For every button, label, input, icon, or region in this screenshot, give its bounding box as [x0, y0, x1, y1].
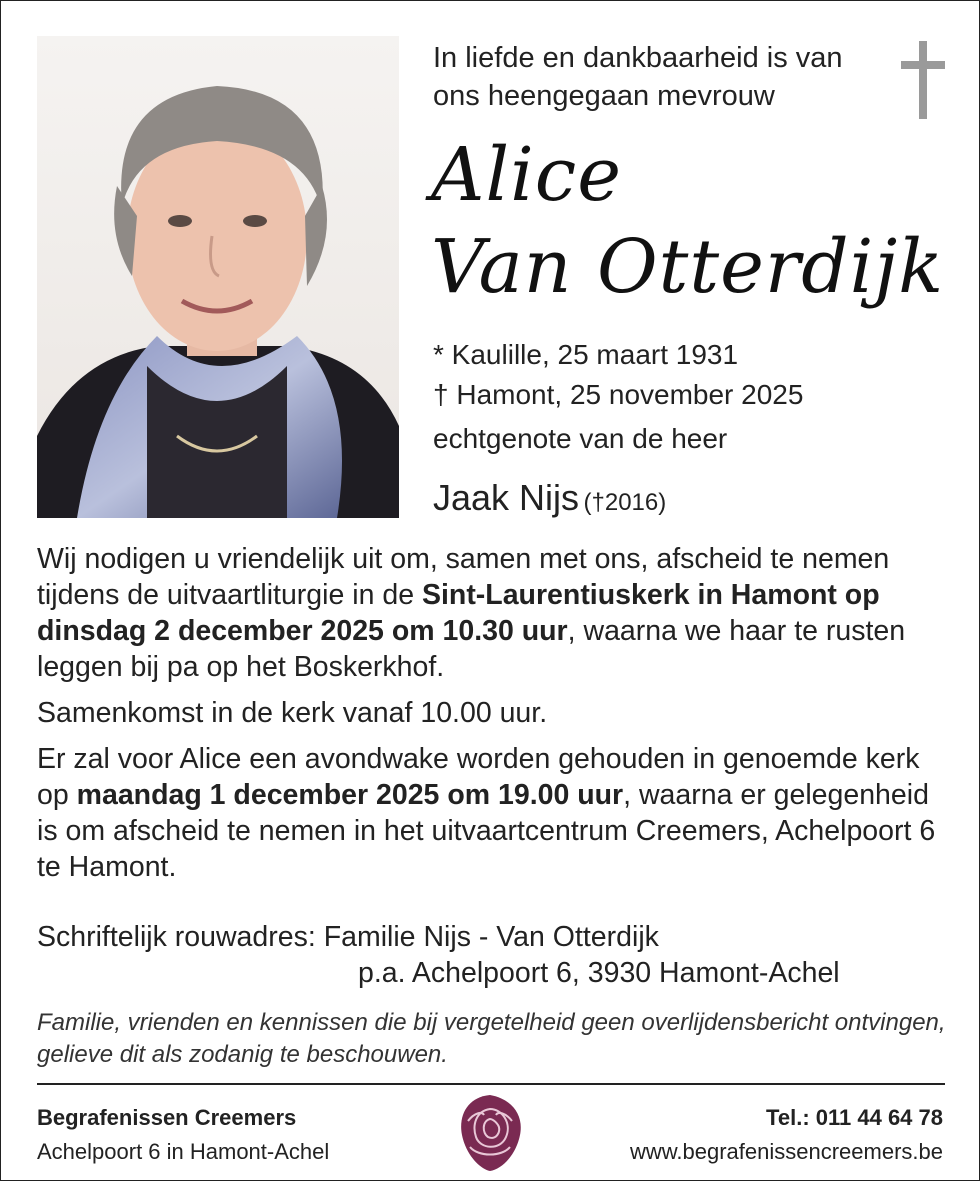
spouse-year: (†2016) — [583, 489, 667, 516]
first-name: Alice — [431, 132, 623, 218]
spouse — [433, 477, 666, 519]
intro-line-1: In liefde en dankbaarheid is van — [433, 42, 843, 74]
ceremony-details: Sint-Laurentiuskerk in Hamont op dinsdag 2 december 2025 om 10.30 uur — [37, 579, 880, 647]
deceased-name — [431, 129, 951, 313]
paragraph-vigil — [37, 741, 957, 885]
address-label: Schriftelijk rouwadres: — [37, 921, 316, 953]
condolence-address — [37, 919, 957, 991]
cross-icon — [901, 41, 945, 119]
portrait-photo — [37, 36, 399, 518]
ceremony-text-a: Wij nodigen u vriendelijk uit om, samen met ons, afscheid te nemen tijdens de uitvaartliturgie in de — [37, 543, 890, 611]
footer-left — [37, 1101, 329, 1169]
address-line-1: Familie Nijs - Van Otterdijk — [323, 921, 659, 953]
intro-line-2: ons heengegaan mevrouw — [433, 80, 775, 112]
phone-number: Tel.: 011 44 64 78 — [766, 1105, 943, 1130]
vigil-details: maandag 1 december 2025 om 19.00 uur — [76, 779, 624, 811]
intro-text — [433, 39, 903, 115]
address-line-2: p.a. Achelpoort 6, 3930 Hamont-Achel — [358, 957, 840, 989]
ceremony-text-b: , waarna we haar te rusten leggen bij pa op het Boskerkhof. — [37, 615, 906, 683]
notice-note: Familie, vrienden en kennissen die bij vergetelheid geen overlijdensbericht ontvingen, gelieve dit als zodanig te beschouwen. — [37, 1009, 946, 1068]
company-address: Achelpoort 6 in Hamont-Achel — [37, 1139, 330, 1164]
spouse-name: Jaak Nijs — [433, 477, 580, 518]
vigil-text-a: Er zal voor Alice een avondwake worden gehouden in genoemde kerk op — [37, 743, 920, 811]
vigil-text-b: , waarna er gelegenheid is om afscheid te nemen in het uitvaartcentrum Creemers, Achelpoort 6 te Hamont. — [37, 779, 936, 883]
paragraph-ceremony — [37, 541, 957, 685]
birth-date: * Kaulille, 25 maart 1931 — [433, 339, 739, 370]
footer-right — [630, 1101, 943, 1169]
life-dates — [433, 335, 953, 459]
death-date: † Hamont, 25 november 2025 — [433, 379, 804, 410]
rose-icon — [454, 1091, 526, 1175]
company-name: Begrafenissen Creemers — [37, 1105, 297, 1130]
website-link[interactable]: www.begrafenissencreemers.be — [629, 1139, 943, 1164]
paragraph-gathering: Samenkomst in de kerk vanaf 10.00 uur. — [37, 697, 548, 729]
divider — [37, 1083, 945, 1085]
last-name: Van Otterdijk — [431, 224, 945, 310]
spouse-intro: echtgenote van de heer — [433, 423, 728, 454]
announcement-body — [37, 541, 957, 895]
